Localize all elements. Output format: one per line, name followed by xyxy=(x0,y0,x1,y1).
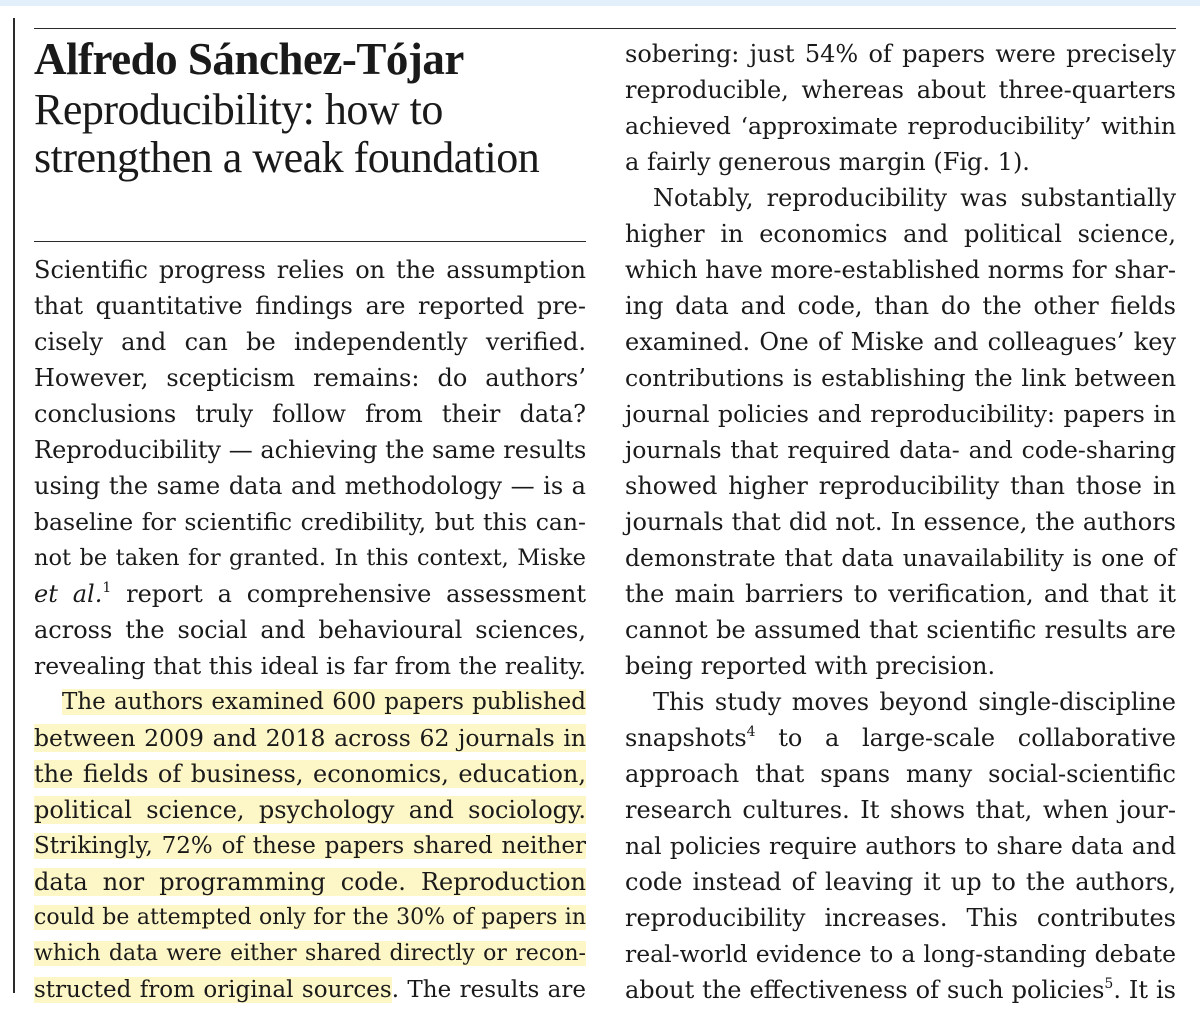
left-column xyxy=(34,252,586,1008)
text-line-citation xyxy=(625,720,1176,756)
text-line: higher in economics and political science, xyxy=(625,220,1176,248)
text-line: examined. One of Miske and colleagues’ key xyxy=(625,328,1176,356)
text-line: code instead of leaving it up to the authors, xyxy=(625,868,1176,896)
text-line: across the social and behavioural sciences, xyxy=(34,616,586,644)
text-line: approach that spans many social-scientific xyxy=(625,760,1176,788)
text-line: nal policies require authors to share data and xyxy=(625,832,1176,860)
text-line-citation xyxy=(34,576,586,612)
reference-1[interactable]: 1 xyxy=(102,580,112,596)
text-line: journals that did not. In essence, the authors xyxy=(625,508,1176,536)
text-line: journal policies and reproducibility: papers in xyxy=(625,400,1176,428)
right-column xyxy=(625,36,1176,1008)
text-fragment: . The results are xyxy=(391,977,586,1003)
text-line: This study moves beyond single-discipline xyxy=(653,688,1176,716)
text-line: achieved ‘approximate reproducibility’ within xyxy=(625,112,1176,140)
text-fragment: . It is xyxy=(1113,976,1176,1004)
highlight: which data were either shared directly or recon- xyxy=(34,941,586,966)
text-line: which have more-established norms for shar- xyxy=(625,256,1176,284)
text-line: cisely and can be independently verified. xyxy=(34,328,586,356)
text-line: sobering: just 54% of papers were precisely xyxy=(625,40,1176,68)
reference-4[interactable]: 4 xyxy=(746,724,756,740)
top-bar xyxy=(0,0,1200,6)
partly-highlighted-line xyxy=(34,972,586,1008)
text-line: journals that required data- and code-sharing xyxy=(625,436,1176,464)
text-line: Notably, reproducibility was substantially xyxy=(653,184,1176,212)
text-line: cannot be assumed that scientific results are xyxy=(625,616,1176,644)
text-line: conclusions truly follow from their data? xyxy=(34,400,586,428)
paragraph-study-scope xyxy=(625,684,1176,1008)
text-line: reproducible, whereas about three-quarters xyxy=(625,76,1176,104)
text-line: revealing that this ideal is far from the reality. xyxy=(34,652,586,680)
text-line: ing data and code, than do the other fields xyxy=(625,292,1176,320)
left-margin-rule xyxy=(13,18,15,993)
text-line: However, scepticism remains: do authors’ xyxy=(34,364,586,392)
text-line: being reported with precision. xyxy=(625,652,996,680)
title-line: strengthen a weak foundation xyxy=(34,133,540,182)
citation-etal: et al. xyxy=(34,580,103,608)
author-name: Alfredo Sánchez-Tójar xyxy=(34,34,464,84)
paragraph-highlighted xyxy=(34,684,586,1008)
highlight: structed from original sources xyxy=(34,977,392,1003)
highlighted-line xyxy=(34,936,586,972)
text-line: showed higher reproducibility than those in xyxy=(625,472,1176,500)
highlight: could be attempted only for the 30% of papers in xyxy=(34,905,586,930)
text-line: demonstrate that data unavailability is one of xyxy=(625,544,1176,572)
text-line-citation xyxy=(625,972,1176,1008)
text-line: that quantitative findings are reported pre- xyxy=(34,292,586,320)
text-line: not be taken for granted. In this context, Miske xyxy=(34,545,586,571)
paragraph-results xyxy=(625,36,1176,180)
highlighted-line xyxy=(34,756,586,792)
highlight: data nor programming code. Reproduction xyxy=(34,868,586,896)
highlight: Strikingly, 72% of these papers shared neither xyxy=(34,833,586,859)
highlighted-line xyxy=(34,828,586,864)
highlighted-line xyxy=(34,792,586,828)
top-rule xyxy=(34,28,1176,29)
highlight: the fields of business, economics, education, xyxy=(34,760,586,788)
text-line: research cultures. It shows that, when jour- xyxy=(625,796,1176,824)
article-title xyxy=(34,86,539,182)
text-fragment: about the effectiveness of such policies xyxy=(625,976,1105,1004)
text-line: reproducibility increases. This contributes xyxy=(625,904,1176,932)
paragraph-journal-policies xyxy=(625,180,1176,684)
highlighted-line xyxy=(34,720,586,756)
reference-5[interactable]: 5 xyxy=(1104,976,1114,992)
text-line: real-world evidence to a long-standing debate xyxy=(625,940,1176,968)
paragraph-intro xyxy=(34,252,586,684)
text-line: Scientific progress relies on the assumption xyxy=(34,256,586,284)
highlighted-line xyxy=(34,864,586,900)
text-line: baseline for scientific credibility, but this can- xyxy=(34,508,586,536)
highlight: The authors examined 600 papers published xyxy=(62,689,586,715)
highlight: political science, psychology and sociology. xyxy=(34,796,586,824)
highlight: between 2009 and 2018 across 62 journals in xyxy=(34,724,586,752)
title-rule xyxy=(34,241,586,242)
text-line: the main barriers to verification, and that it xyxy=(625,580,1176,608)
text-fragment: snapshots xyxy=(625,724,747,752)
text-line: a fairly generous margin (Fig. 1). xyxy=(625,148,1030,176)
text-line: Reproducibility — achieving the same results xyxy=(34,436,587,464)
text-fragment: to a large-scale collaborative xyxy=(755,724,1176,752)
title-line: Reproducibility: how to xyxy=(34,85,443,134)
text-line: contributions is establishing the link between xyxy=(625,364,1176,392)
text-fragment: report a comprehensive assessment xyxy=(111,580,587,608)
highlighted-line xyxy=(34,900,586,936)
text-line: using the same data and methodology — is a xyxy=(34,472,586,500)
highlighted-line xyxy=(34,684,586,720)
